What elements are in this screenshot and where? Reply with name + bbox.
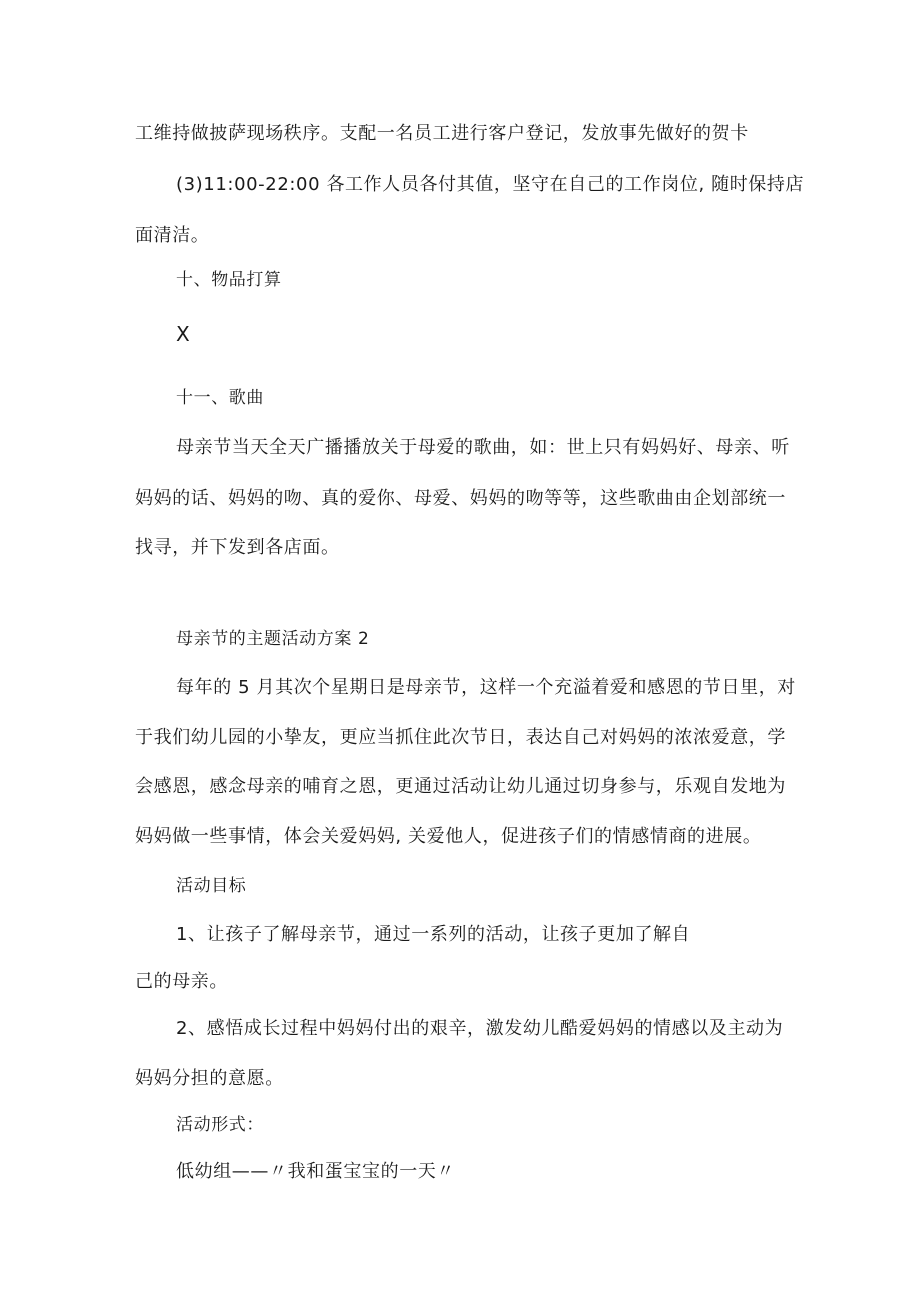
body-line: 妈妈的话、妈妈的吻、真的爱你、母爱、妈妈的吻等等，这些歌曲由企划部统一 <box>135 488 786 509</box>
document-title: 母亲节的主题活动方案 2 <box>176 629 370 649</box>
section-heading: 十一、歌曲 <box>176 388 264 408</box>
placeholder-mark: X <box>176 322 191 346</box>
body-line: 2、感悟成长过程中妈妈付出的艰辛，激发幼儿酷爱妈妈的情感以及主动为 <box>176 1018 784 1039</box>
body-line: 会感恩，感念母亲的哺育之恩，更通过活动让幼儿通过切身参与，乐观自发地为 <box>135 776 786 797</box>
body-line: 己的母亲。 <box>135 971 228 992</box>
body-line: 妈妈做一些事情，体会关爱妈妈, 关爱他人，促进孩子们的情感情商的进展。 <box>135 826 762 847</box>
body-line: 找寻，并下发到各店面。 <box>135 537 340 558</box>
section-heading: 活动形式： <box>176 1115 264 1135</box>
body-line: 母亲节当天全天广播播放关于母爱的歌曲，如：世上只有妈妈好、母亲、听 <box>176 437 790 458</box>
body-line: 低幼组——〃我和蛋宝宝的一天〃 <box>176 1161 455 1182</box>
body-line: 面清洁。 <box>135 225 210 246</box>
body-line: 工维持做披萨现场秩序。支配一名员工进行客户登记，发放事先做好的贺卡 <box>135 123 749 144</box>
section-heading: 十、物品打算 <box>176 270 282 290</box>
section-heading: 活动目标 <box>176 876 247 896</box>
body-line: 1、让孩子了解母亲节，通过一系列的活动，让孩子更加了解自 <box>176 924 691 945</box>
body-line: 妈妈分担的意愿。 <box>135 1068 284 1089</box>
body-line: 每年的 5 月其次个星期日是母亲节，这样一个充溢着爱和感恩的节日里，对 <box>176 677 796 698</box>
body-line: (3)11:00-22:00 各工作人员各付其值，坚守在自己的工作岗位, 随时保持店 <box>176 174 805 195</box>
body-line: 于我们幼儿园的小挚友，更应当抓住此次节日，表达自己对妈妈的浓浓爱意，学 <box>135 727 786 748</box>
